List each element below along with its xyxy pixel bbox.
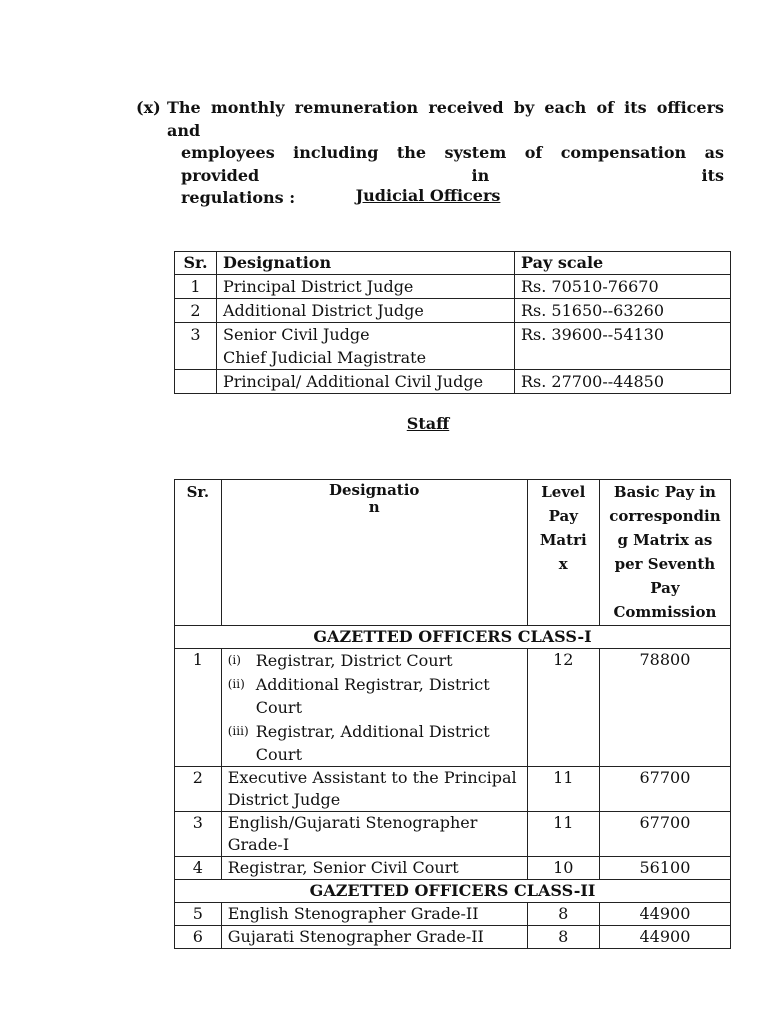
level-cell: 11 [527, 812, 599, 857]
intro-line-2: employees including the system of compensation as provided in its [181, 143, 724, 185]
column-header-basic-pay: Basic Pay in correspondin g Matrix as per Seventh Pay Commission [599, 480, 730, 626]
table-row [175, 857, 731, 880]
designation-cell: Principal District Judge [217, 275, 515, 299]
sub-designation-text: Registrar, Additional District Court [255, 722, 490, 764]
sr-cell: 6 [175, 926, 222, 949]
table-header-row [175, 480, 731, 626]
designation-cell [221, 649, 527, 767]
roman-numeral: (i) [227, 653, 241, 667]
column-header-pay-scale: Pay scale [515, 252, 731, 275]
designation-cell: Additional District Judge [217, 299, 515, 323]
sub-designation [228, 720, 521, 766]
staff-table [174, 479, 731, 949]
basic-pay-cell: 44900 [599, 903, 730, 926]
item-marker: (x) [136, 98, 161, 117]
table-row [175, 275, 731, 299]
staff-heading: Staff [406, 414, 450, 433]
basic-pay-cell: 44900 [599, 926, 730, 949]
table-row [175, 926, 731, 949]
designation-cell: English/Gujarati Stenographer Grade-I [221, 812, 527, 857]
column-header-sr: Sr. [175, 480, 222, 626]
table-row [175, 299, 731, 323]
sr-cell: 2 [175, 767, 222, 812]
group-title-class-1: GAZETTED OFFICERS CLASS-I [175, 626, 731, 649]
judicial-officers-heading: Judicial Officers [355, 186, 501, 205]
intro-line-1: The monthly remuneration received by each of its officers and [167, 98, 724, 140]
designation-line: Chief Judicial Magistrate [223, 348, 427, 367]
group-row [175, 626, 731, 649]
table-row [175, 370, 731, 394]
designation-cell [217, 323, 515, 370]
level-cell: 10 [527, 857, 599, 880]
table-row [175, 323, 731, 370]
designation-line: Senior Civil Judge [223, 325, 370, 344]
sr-cell: 3 [175, 323, 217, 370]
level-cell: 8 [527, 903, 599, 926]
table-row [175, 903, 731, 926]
column-header-designation: Designation [217, 252, 515, 275]
sub-designation [228, 649, 521, 672]
table-header-row [175, 252, 731, 275]
sr-cell: 3 [175, 812, 222, 857]
sr-cell: 4 [175, 857, 222, 880]
pay-scale-cell: Rs. 27700--44850 [515, 370, 731, 394]
basic-pay-cell: 78800 [599, 649, 730, 767]
level-cell: 8 [527, 926, 599, 949]
group-row [175, 880, 731, 903]
sub-designation [228, 673, 521, 719]
pay-scale-cell: Rs. 70510-76670 [515, 275, 731, 299]
roman-numeral: (ii) [227, 677, 245, 691]
designation-cell: Gujarati Stenographer Grade-II [221, 926, 527, 949]
basic-pay-cell: 67700 [599, 767, 730, 812]
designation-cell: English Stenographer Grade-II [221, 903, 527, 926]
sr-cell: 1 [175, 275, 217, 299]
table-row [175, 767, 731, 812]
group-title-class-2: GAZETTED OFFICERS CLASS-II [175, 880, 731, 903]
sr-cell: 1 [175, 649, 222, 767]
table-row [175, 812, 731, 857]
table-row [175, 649, 731, 767]
sr-cell [175, 370, 217, 394]
roman-numeral: (iii) [227, 724, 249, 738]
pay-scale-cell: Rs. 39600--54130 [515, 323, 731, 370]
level-cell: 11 [527, 767, 599, 812]
pay-scale-cell: Rs. 51650--63260 [515, 299, 731, 323]
sr-cell: 2 [175, 299, 217, 323]
sub-designation-text: Additional Registrar, District Court [255, 675, 490, 717]
intro-line-3: regulations : [181, 188, 296, 207]
designation-cell: Registrar, Senior Civil Court [221, 857, 527, 880]
column-header-level: Level Pay Matri x [527, 480, 599, 626]
sub-designation-text: Registrar, District Court [255, 651, 453, 670]
judicial-officers-table [174, 251, 731, 394]
column-header-designation: Designatio n [221, 480, 527, 626]
basic-pay-cell: 56100 [599, 857, 730, 880]
basic-pay-cell: 67700 [599, 812, 730, 857]
sr-cell: 5 [175, 903, 222, 926]
designation-cell: Executive Assistant to the Principal District Judge [221, 767, 527, 812]
level-cell: 12 [527, 649, 599, 767]
designation-cell: Principal/ Additional Civil Judge [217, 370, 515, 394]
column-header-sr: Sr. [175, 252, 217, 275]
